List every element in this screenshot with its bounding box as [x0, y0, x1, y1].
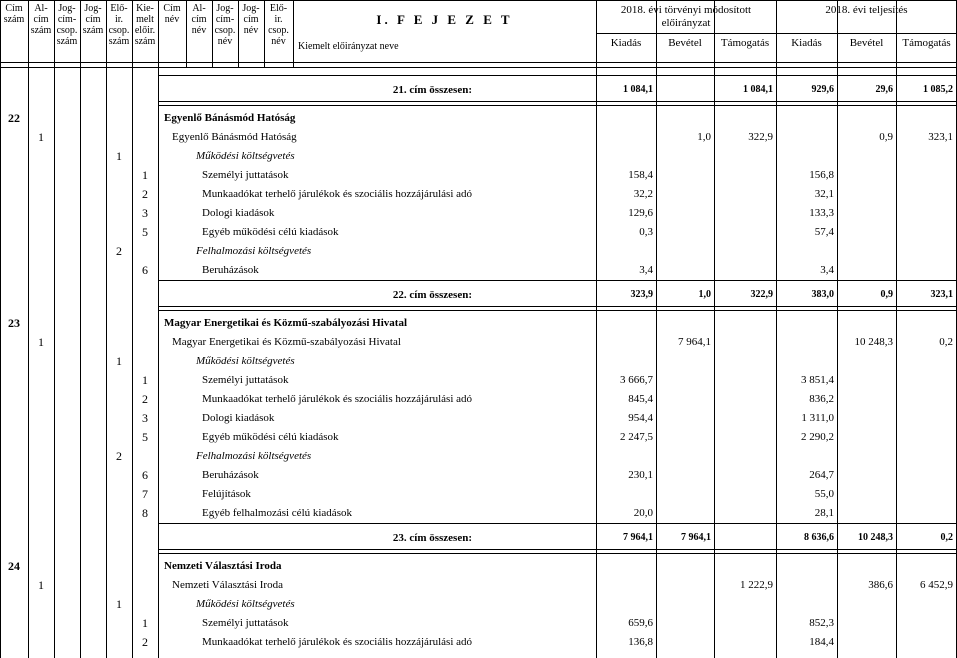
- value-cell: 0,3: [639, 226, 653, 238]
- value-cell: 659,6: [628, 617, 653, 629]
- value-cell: [896, 595, 953, 614]
- value-cell: [837, 204, 893, 223]
- value-cell: 3,4: [820, 264, 834, 276]
- sub-bevetel-2: Bevétel: [849, 37, 884, 49]
- col-alcimnev-header: Al- cím név: [191, 3, 207, 36]
- value-cell: [837, 147, 893, 166]
- table-header: [0, 0, 957, 68]
- value-cell: 28,1: [814, 507, 834, 519]
- value-cell: [896, 557, 953, 576]
- table-row: [0, 485, 957, 504]
- kiemelt-name: Munkaadókat terhelő járulékok és szociális hozzájárulási adó: [202, 636, 473, 648]
- col-jogcimcsop-header: Jog- cím- csop. szám: [56, 3, 78, 47]
- eloir-csop-number: 2: [116, 244, 122, 258]
- value-cell: [837, 614, 893, 633]
- value-cell: [837, 390, 893, 409]
- value-cell: [596, 447, 653, 466]
- value-cell: [896, 428, 953, 447]
- value-cell: [837, 447, 893, 466]
- table-row: [0, 128, 957, 147]
- value-cell: 264,7: [809, 469, 834, 481]
- eloir-csop-name: Működési költségvetés: [196, 598, 295, 610]
- value-cell: 6 452,9: [920, 579, 953, 591]
- cim-number: 23: [8, 316, 20, 330]
- value-cell: [596, 595, 653, 614]
- value-cell: [776, 109, 834, 128]
- alcim-name: Nemzeti Választási Iroda: [172, 579, 283, 591]
- table-row: [0, 166, 957, 185]
- value-cell: [596, 147, 653, 166]
- value-cell: [837, 557, 893, 576]
- kiemelt-nev-header: Kiemelt előirányzat neve: [298, 41, 399, 52]
- kiemelt-number: 3: [142, 206, 148, 220]
- value-cell: 7 964,1: [678, 336, 711, 348]
- value-cell: [714, 504, 773, 523]
- alcim-number: 1: [38, 130, 44, 144]
- value-cell: [656, 75, 711, 105]
- value-cell: [776, 147, 834, 166]
- value-cell: [896, 242, 953, 261]
- value-cell: [596, 557, 653, 576]
- value-cell: 2 247,5: [620, 431, 653, 443]
- table-row: [0, 333, 957, 352]
- value-cell: 0,2: [939, 336, 953, 348]
- value-cell: [656, 371, 711, 390]
- kiemelt-number: 6: [142, 263, 148, 277]
- value-cell: 1,0: [698, 289, 711, 300]
- value-cell: [656, 557, 711, 576]
- table-row: [0, 557, 957, 576]
- value-cell: [776, 595, 834, 614]
- eloir-csop-name: Működési költségvetés: [196, 150, 295, 162]
- kiemelt-number: 5: [142, 430, 148, 444]
- value-cell: [656, 109, 711, 128]
- value-cell: [837, 466, 893, 485]
- value-cell: 10 248,3: [858, 532, 893, 543]
- value-cell: 20,0: [633, 507, 653, 519]
- alcim-number: 1: [38, 578, 44, 592]
- kiemelt-name: Személyi juttatások: [202, 374, 289, 386]
- kiemelt-name: Dologi kiadások: [202, 412, 275, 424]
- value-cell: [714, 333, 773, 352]
- cim-number: 22: [8, 111, 20, 125]
- col-jogcim-header: Jog- cím szám: [82, 3, 104, 36]
- table-row: [0, 147, 957, 166]
- kiemelt-name: Felújítások: [202, 488, 251, 500]
- value-cell: [656, 261, 711, 280]
- eloir-csop-number: 1: [116, 149, 122, 163]
- kiemelt-number: 2: [142, 392, 148, 406]
- value-cell: 386,6: [868, 579, 893, 591]
- value-cell: [896, 466, 953, 485]
- value-cell: 2 290,2: [801, 431, 834, 443]
- value-cell: [656, 633, 711, 652]
- table-row: [0, 576, 957, 595]
- value-cell: [714, 352, 773, 371]
- value-cell: 230,1: [628, 469, 653, 481]
- value-cell: [714, 557, 773, 576]
- value-cell: 7 964,1: [623, 532, 653, 543]
- kiemelt-name: Beruházások: [202, 264, 259, 276]
- value-cell: 322,9: [748, 131, 773, 143]
- sub-kiadas-2: Kiadás: [791, 37, 822, 49]
- sub-kiadas-1: Kiadás: [610, 37, 642, 49]
- value-cell: 845,4: [628, 393, 653, 405]
- value-cell: [896, 371, 953, 390]
- kiemelt-name: Egyéb működési célú kiadások: [202, 226, 339, 238]
- value-cell: 1 085,2: [923, 84, 953, 95]
- value-cell: 57,4: [814, 226, 834, 238]
- table-row: [0, 633, 957, 652]
- cim-name: Nemzeti Választási Iroda: [164, 560, 282, 572]
- value-cell: [837, 166, 893, 185]
- value-cell: 323,1: [928, 131, 953, 143]
- value-cell: [714, 371, 773, 390]
- value-cell: 8 636,6: [804, 532, 834, 543]
- value-cell: [714, 390, 773, 409]
- table-row: [0, 466, 957, 485]
- value-cell: 133,3: [809, 207, 834, 219]
- value-cell: 184,4: [809, 636, 834, 648]
- value-cell: [837, 261, 893, 280]
- value-cell: [596, 485, 653, 504]
- table-row: [0, 185, 957, 204]
- table-row: [0, 314, 957, 333]
- table-row: [0, 595, 957, 614]
- kiemelt-name: Személyi juttatások: [202, 617, 289, 629]
- total-row: [0, 280, 957, 310]
- value-cell: [656, 185, 711, 204]
- value-cell: [656, 147, 711, 166]
- value-cell: 32,1: [814, 188, 834, 200]
- value-cell: [656, 409, 711, 428]
- value-cell: [837, 485, 893, 504]
- value-cell: 836,2: [809, 393, 834, 405]
- value-cell: [896, 633, 953, 652]
- eloir-csop-name: Felhalmozási költségvetés: [196, 450, 312, 462]
- value-cell: 322,9: [750, 289, 773, 300]
- value-cell: [714, 314, 773, 333]
- kiemelt-number: 6: [142, 468, 148, 482]
- value-cell: [896, 485, 953, 504]
- kiemelt-number: 8: [142, 506, 148, 520]
- value-cell: 7 964,1: [681, 532, 711, 543]
- value-cell: [896, 390, 953, 409]
- alcim-name: Magyar Energetikai és Közmű-szabályozási Hivatal: [172, 336, 401, 348]
- value-cell: [656, 428, 711, 447]
- value-cell: 383,0: [811, 289, 834, 300]
- value-cell: [656, 504, 711, 523]
- value-cell: [714, 109, 773, 128]
- value-cell: [596, 128, 653, 147]
- eloir-csop-number: 1: [116, 597, 122, 611]
- value-cell: [896, 409, 953, 428]
- value-cell: 158,4: [628, 169, 653, 181]
- sub-tamogatas-1: Támogatás: [720, 37, 770, 49]
- value-cell: 29,6: [875, 84, 893, 95]
- value-cell: [896, 614, 953, 633]
- col-eloircsop-header: Elő- ir. csop. szám: [108, 3, 130, 47]
- kiemelt-name: Dologi kiadások: [202, 207, 275, 219]
- value-cell: [837, 223, 893, 242]
- value-cell: [837, 242, 893, 261]
- value-cell: 3 851,4: [801, 374, 834, 386]
- alcim-number: 1: [38, 335, 44, 349]
- value-cell: [896, 147, 953, 166]
- chapter-title: I. F E J E Z E T: [376, 12, 513, 27]
- value-cell: 323,9: [630, 289, 653, 300]
- table-row: [0, 223, 957, 242]
- value-cell: [714, 428, 773, 447]
- col-eloircsopnev-header: Elő- ir. csop. név: [268, 3, 289, 47]
- value-cell: [714, 523, 773, 553]
- col-kiemelt-header: Kie- melt előir. szám: [134, 3, 156, 47]
- kiemelt-name: Személyi juttatások: [202, 169, 289, 181]
- value-cell: [714, 466, 773, 485]
- kiemelt-name: Egyéb működési célú kiadások: [202, 431, 339, 443]
- eloir-csop-name: Működési költségvetés: [196, 355, 295, 367]
- value-cell: [837, 504, 893, 523]
- value-cell: [656, 314, 711, 333]
- value-cell: 32,2: [633, 188, 653, 200]
- kiemelt-number: 3: [142, 411, 148, 425]
- value-cell: [596, 109, 653, 128]
- value-cell: [776, 576, 834, 595]
- table-row: [0, 428, 957, 447]
- value-cell: [714, 485, 773, 504]
- value-cell: [776, 447, 834, 466]
- group-eloiranyzat-header: 2018. évi törvényi módosított előirányzat: [620, 4, 752, 29]
- table-row: [0, 504, 957, 523]
- table-row: [0, 109, 957, 128]
- value-cell: [714, 166, 773, 185]
- total-row: [0, 523, 957, 553]
- table-row: [0, 390, 957, 409]
- total-label: 22. cím összesen:: [392, 289, 472, 301]
- cim-number: 24: [8, 559, 20, 573]
- value-cell: [714, 242, 773, 261]
- value-cell: [714, 614, 773, 633]
- table-row: [0, 352, 957, 371]
- value-cell: [656, 447, 711, 466]
- kiemelt-number: 2: [142, 187, 148, 201]
- value-cell: [837, 633, 893, 652]
- value-cell: 136,8: [628, 636, 653, 648]
- value-cell: [896, 223, 953, 242]
- total-label: 23. cím összesen:: [392, 532, 472, 544]
- kiemelt-name: Egyéb felhalmozási célú kiadások: [202, 507, 352, 519]
- table-row: [0, 447, 957, 466]
- col-cim-header: Cím szám: [3, 3, 25, 25]
- value-cell: [656, 614, 711, 633]
- value-cell: 3 666,7: [620, 374, 653, 386]
- eloir-csop-name: Felhalmozási költségvetés: [196, 245, 312, 257]
- value-cell: [714, 447, 773, 466]
- value-cell: [596, 352, 653, 371]
- value-cell: [714, 204, 773, 223]
- value-cell: [714, 185, 773, 204]
- value-cell: [837, 371, 893, 390]
- value-cell: [656, 595, 711, 614]
- kiemelt-name: Munkaadókat terhelő járulékok és szociális hozzájárulási adó: [202, 188, 473, 200]
- value-cell: [596, 576, 653, 595]
- value-cell: [896, 185, 953, 204]
- value-cell: [896, 109, 953, 128]
- table-row: [0, 261, 957, 280]
- total-row: [0, 75, 957, 105]
- value-cell: [896, 504, 953, 523]
- value-cell: [714, 633, 773, 652]
- value-cell: [896, 261, 953, 280]
- value-cell: 3,4: [639, 264, 653, 276]
- value-cell: [776, 352, 834, 371]
- kiemelt-name: Munkaadókat terhelő járulékok és szociális hozzájárulási adó: [202, 393, 473, 405]
- value-cell: 55,0: [814, 488, 834, 500]
- kiemelt-name: Beruházások: [202, 469, 259, 481]
- value-cell: [656, 166, 711, 185]
- table-row: [0, 204, 957, 223]
- value-cell: [776, 557, 834, 576]
- value-cell: [656, 485, 711, 504]
- value-cell: [776, 242, 834, 261]
- value-cell: [837, 595, 893, 614]
- kiemelt-number: 1: [142, 373, 148, 387]
- col-jogcimnev-header: Jog- cím név: [242, 3, 260, 36]
- value-cell: 954,4: [628, 412, 653, 424]
- value-cell: [656, 466, 711, 485]
- value-cell: [837, 428, 893, 447]
- value-cell: 156,8: [809, 169, 834, 181]
- kiemelt-number: 7: [142, 487, 148, 501]
- value-cell: 323,1: [930, 289, 953, 300]
- value-cell: 1 311,0: [801, 412, 834, 424]
- value-cell: 1 222,9: [740, 579, 773, 591]
- value-cell: [656, 204, 711, 223]
- value-cell: 10 248,3: [854, 336, 893, 348]
- table-row: [0, 409, 957, 428]
- value-cell: [776, 333, 834, 352]
- value-cell: [896, 166, 953, 185]
- value-cell: [776, 128, 834, 147]
- value-cell: 1 084,1: [623, 84, 653, 95]
- cim-name: Egyenlő Bánásmód Hatóság: [164, 112, 296, 124]
- col-cimnev-header: Cím név: [163, 3, 181, 25]
- value-cell: [714, 147, 773, 166]
- value-cell: [714, 223, 773, 242]
- value-cell: 129,6: [628, 207, 653, 219]
- col-alcim-header: Al- cím szám: [30, 3, 52, 36]
- kiemelt-number: 2: [142, 635, 148, 649]
- group-teljesites-header: 2018. évi teljesítés: [825, 4, 908, 16]
- value-cell: [837, 185, 893, 204]
- value-cell: [596, 242, 653, 261]
- value-cell: [837, 409, 893, 428]
- value-cell: [656, 223, 711, 242]
- value-cell: 1 084,1: [743, 84, 773, 95]
- sub-tamogatas-2: Támogatás: [902, 37, 951, 49]
- value-cell: 0,9: [880, 289, 893, 300]
- value-cell: 852,3: [809, 617, 834, 629]
- col-jogcimcsopnev-header: Jog- cím- csop. név: [214, 3, 236, 47]
- value-cell: 0,9: [879, 131, 893, 143]
- value-cell: [656, 352, 711, 371]
- value-cell: [896, 447, 953, 466]
- eloir-csop-number: 2: [116, 449, 122, 463]
- value-cell: [596, 333, 653, 352]
- value-cell: [714, 261, 773, 280]
- value-cell: [837, 314, 893, 333]
- cim-name: Magyar Energetikai és Közmű-szabályozási Hivatal: [164, 317, 407, 329]
- value-cell: [656, 390, 711, 409]
- kiemelt-number: 1: [142, 168, 148, 182]
- value-cell: 0,2: [940, 532, 953, 543]
- value-cell: [656, 242, 711, 261]
- value-cell: 1,0: [697, 131, 711, 143]
- value-cell: [714, 409, 773, 428]
- value-cell: [896, 204, 953, 223]
- value-cell: [776, 314, 834, 333]
- alcim-name: Egyenlő Bánásmód Hatóság: [172, 131, 297, 143]
- sub-bevetel-1: Bevétel: [668, 37, 702, 49]
- kiemelt-number: 1: [142, 616, 148, 630]
- value-cell: [837, 109, 893, 128]
- value-cell: [596, 314, 653, 333]
- eloir-csop-number: 1: [116, 354, 122, 368]
- value-cell: [714, 595, 773, 614]
- value-cell: [896, 314, 953, 333]
- total-label: 21. cím összesen:: [392, 84, 472, 96]
- value-cell: 929,6: [811, 84, 834, 95]
- value-cell: [837, 352, 893, 371]
- table-row: [0, 242, 957, 261]
- value-cell: [656, 576, 711, 595]
- table-row: [0, 371, 957, 390]
- table-row: [0, 614, 957, 633]
- value-cell: [896, 352, 953, 371]
- kiemelt-number: 5: [142, 225, 148, 239]
